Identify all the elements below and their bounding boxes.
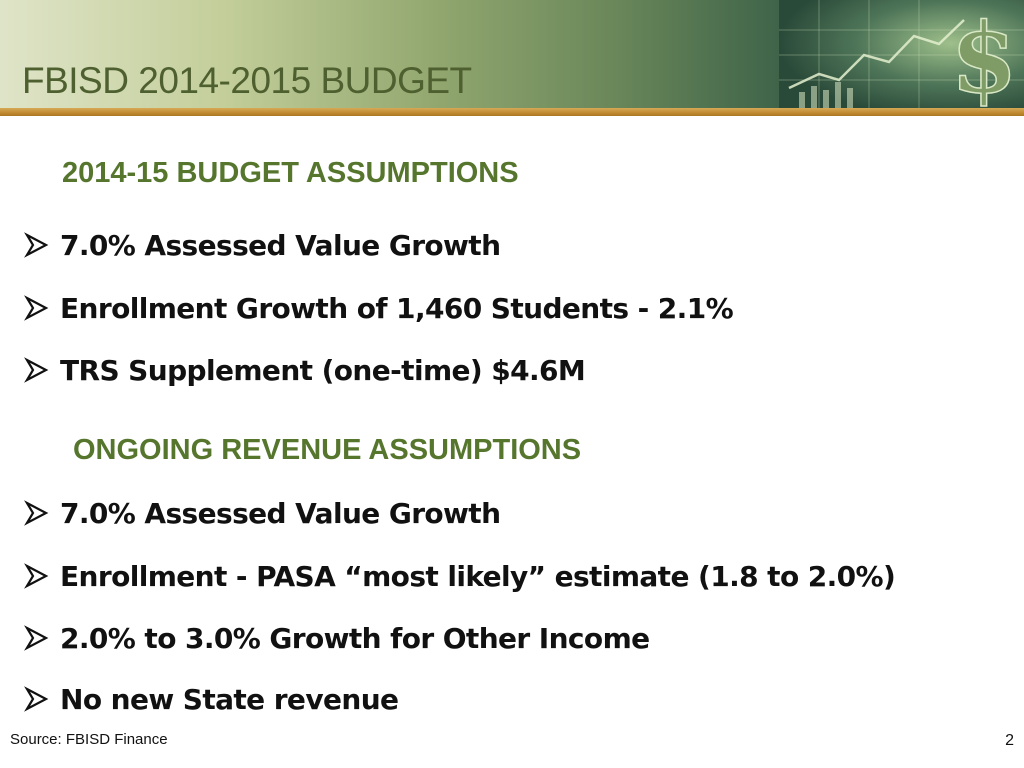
list-item <box>22 286 733 330</box>
list-item-text: Enrollment - PASA “most likely” estimate (1.8 to 2.0%) <box>60 559 896 593</box>
header-divider <box>0 108 1024 116</box>
arrow-bullet-icon <box>22 499 50 527</box>
list-item <box>22 223 500 267</box>
header-banner <box>0 0 1024 108</box>
svg-text:$: $ <box>950 2 1018 108</box>
budget-assumptions-heading: 2014-15 BUDGET ASSUMPTIONS <box>62 157 519 189</box>
arrow-bullet-icon <box>22 356 50 384</box>
arrow-bullet-icon <box>22 624 50 652</box>
list-item-text: 7.0% Assessed Value Growth <box>60 228 501 262</box>
financial-chart-dollar-sign-image <box>779 0 1024 108</box>
list-item <box>22 616 650 660</box>
list-item <box>22 491 500 535</box>
list-item-text: Enrollment Growth of 1,460 Students - 2.1% <box>60 291 734 325</box>
list-item-text: TRS Supplement (one-time) $4.6M <box>60 353 586 387</box>
list-item-text: 2.0% to 3.0% Growth for Other Income <box>60 621 650 655</box>
arrow-bullet-icon <box>22 294 50 322</box>
list-item <box>22 348 585 392</box>
list-item <box>22 554 895 598</box>
list-item-text: 7.0% Assessed Value Growth <box>60 496 501 530</box>
arrow-bullet-icon <box>22 685 50 713</box>
ongoing-revenue-heading: ONGOING REVENUE ASSUMPTIONS <box>73 434 582 466</box>
arrow-bullet-icon <box>22 562 50 590</box>
source-note: Source: FBISD Finance <box>10 731 168 748</box>
list-item <box>22 677 398 721</box>
page-title: FBISD 2014-2015 BUDGET <box>22 60 472 101</box>
list-item-text: No new State revenue <box>60 682 399 716</box>
arrow-bullet-icon <box>22 231 50 259</box>
page-number: 2 <box>1005 732 1014 749</box>
